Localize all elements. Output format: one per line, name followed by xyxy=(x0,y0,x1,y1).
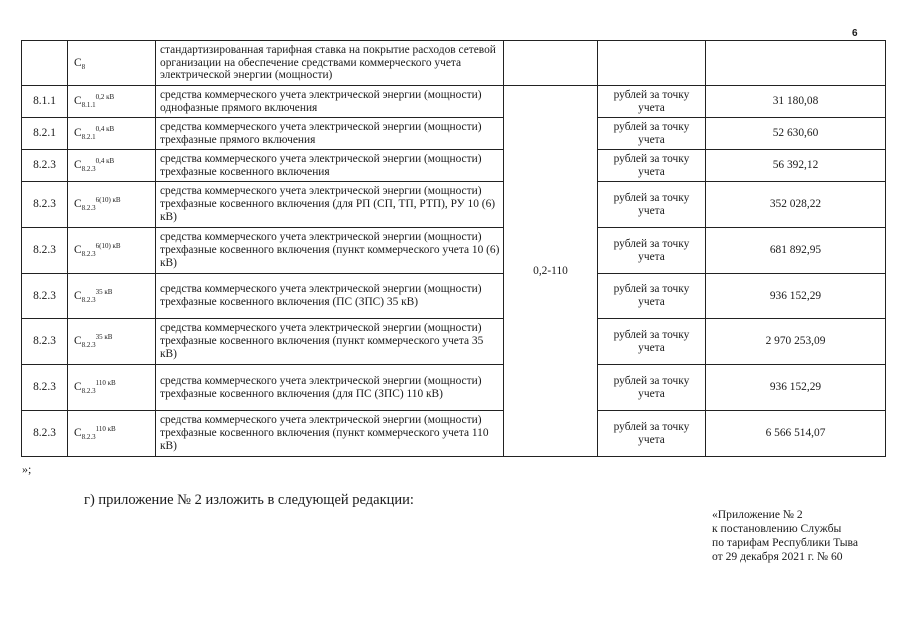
code-main: C xyxy=(74,289,82,302)
code-sup: 35 кВ xyxy=(95,333,113,342)
row-code-cell xyxy=(68,150,156,182)
tariff-table-body xyxy=(22,41,886,457)
table-row xyxy=(22,411,886,457)
table-row xyxy=(22,150,886,182)
row-unit-cell: рублей за точку учета xyxy=(598,86,706,118)
row-value-cell: 2 970 253,09 xyxy=(706,319,886,365)
header-code-cell xyxy=(68,41,156,86)
row-code-cell xyxy=(68,182,156,228)
table-row xyxy=(22,274,886,319)
code-sub: 8.2.1 xyxy=(81,133,96,142)
code-sup: 6(10) кВ xyxy=(95,196,121,205)
row-description-cell: средства коммерческого учета электрической энергии (мощности) трехфазные прямого включения xyxy=(156,118,504,150)
code-main: C xyxy=(74,95,82,108)
row-unit-cell: рублей за точку учета xyxy=(598,274,706,319)
row-value-cell: 56 392,12 xyxy=(706,150,886,182)
row-number-cell: 8.2.3 xyxy=(22,182,68,228)
row-number-cell: 8.2.3 xyxy=(22,319,68,365)
appendix-line-1: «Приложение № 2 xyxy=(712,508,803,521)
code-main: C xyxy=(74,335,82,348)
row-value-cell: 352 028,22 xyxy=(706,182,886,228)
table-header-row xyxy=(22,41,886,86)
row-code-cell xyxy=(68,118,156,150)
header-description-cell: стандартизированная тарифная ставка на покрытие расходов сетевой организации на обеспечение средствами коммерческого учета электрической энергии (мощности) xyxy=(156,41,504,86)
header-unit-cell xyxy=(598,41,706,86)
tariff-table xyxy=(21,40,886,457)
header-value-cell xyxy=(706,41,886,86)
code-sup: 35 кВ xyxy=(95,287,113,296)
row-value-cell: 681 892,95 xyxy=(706,228,886,274)
instruction-text: г) приложение № 2 изложить в следующей редакции: xyxy=(84,492,414,508)
code-sup: 0,4 кВ xyxy=(95,157,115,166)
code-sub: 8.2.3 xyxy=(81,341,96,350)
code-sub: 8.1.1 xyxy=(81,101,96,110)
table-row xyxy=(22,365,886,411)
row-unit-cell: рублей за точку учета xyxy=(598,411,706,457)
row-code-cell xyxy=(68,228,156,274)
code-sub: 8.2.3 xyxy=(81,204,96,213)
row-number-cell: 8.2.3 xyxy=(22,228,68,274)
row-code-cell xyxy=(68,411,156,457)
code-main: C xyxy=(74,381,82,394)
table-row xyxy=(22,118,886,150)
row-number-cell: 8.2.3 xyxy=(22,411,68,457)
row-unit-cell: рублей за точку учета xyxy=(598,319,706,365)
row-value-cell: 52 630,60 xyxy=(706,118,886,150)
row-code-cell xyxy=(68,365,156,411)
row-number-cell: 8.2.3 xyxy=(22,150,68,182)
code-main: C xyxy=(74,159,82,172)
header-voltage-cell xyxy=(504,41,598,86)
appendix-line-2: к постановлению Службы xyxy=(712,522,842,536)
row-description-cell: средства коммерческого учета электрической энергии (мощности) однофазные прямого включения xyxy=(156,86,504,118)
table-row xyxy=(22,86,886,118)
code-main: C xyxy=(74,198,82,211)
appendix-line-4: от 29 декабря 2021 г. № 60 xyxy=(712,550,843,564)
table-row xyxy=(22,319,886,365)
row-description-cell: средства коммерческого учета электрической энергии (мощности) трехфазные косвенного включения (ПС (ЗПС) 35 кВ) xyxy=(156,274,504,319)
row-number-cell: 8.2.3 xyxy=(22,365,68,411)
row-code-cell xyxy=(68,86,156,118)
voltage-cell: 0,2-110 xyxy=(504,86,598,457)
row-value-cell: 936 152,29 xyxy=(706,274,886,319)
page-number: 6 xyxy=(852,28,858,39)
end-quote: »; xyxy=(22,462,32,476)
row-description-cell: средства коммерческого учета электрической энергии (мощности) трехфазные косвенного включения (для ПС (ЗПС) 110 кВ) xyxy=(156,365,504,411)
appendix-line-3: по тарифам Республики Тыва xyxy=(712,536,858,550)
code-main: C xyxy=(74,244,82,257)
row-code-cell xyxy=(68,319,156,365)
row-unit-cell: рублей за точку учета xyxy=(598,150,706,182)
row-description-cell: средства коммерческого учета электрической энергии (мощности) трехфазные косвенного включения (пункт коммерческого учета 10 (6) кВ) xyxy=(156,228,504,274)
code-sub: 8.2.3 xyxy=(81,165,96,174)
code-sub: 8.2.3 xyxy=(81,250,96,259)
code-sub: 8.2.3 xyxy=(81,387,96,396)
row-code-cell xyxy=(68,274,156,319)
row-value-cell: 6 566 514,07 xyxy=(706,411,886,457)
table-row xyxy=(22,182,886,228)
row-unit-cell: рублей за точку учета xyxy=(598,365,706,411)
code-main: C xyxy=(74,427,82,440)
code-sub: 8 xyxy=(81,62,86,71)
code-sup: 6(10) кВ xyxy=(95,242,121,251)
appendix-header xyxy=(712,508,858,565)
code-main: C xyxy=(74,127,82,140)
row-number-cell: 8.1.1 xyxy=(22,86,68,118)
row-value-cell: 31 180,08 xyxy=(706,86,886,118)
code-sup: 0,2 кВ xyxy=(95,93,115,102)
code-sub: 8.2.3 xyxy=(81,433,96,442)
code-sup: 110 кВ xyxy=(95,379,116,388)
row-description-cell: средства коммерческого учета электрической энергии (мощности) трехфазные косвенного включения (пункт коммерческого учета 110 кВ) xyxy=(156,411,504,457)
row-number-cell: 8.2.3 xyxy=(22,274,68,319)
row-description-cell: средства коммерческого учета электрической энергии (мощности) трехфазные косвенного включения (для РП (СП, ТП, РТП), РУ 10 (6) кВ) xyxy=(156,182,504,228)
row-unit-cell: рублей за точку учета xyxy=(598,228,706,274)
code-sup: 0,4 кВ xyxy=(95,125,115,134)
row-unit-cell: рублей за точку учета xyxy=(598,182,706,228)
table-row xyxy=(22,228,886,274)
row-number-cell: 8.2.1 xyxy=(22,118,68,150)
code-main: C xyxy=(74,56,82,69)
code-sub: 8.2.3 xyxy=(81,295,96,304)
code-sup: 110 кВ xyxy=(95,425,116,434)
row-value-cell: 936 152,29 xyxy=(706,365,886,411)
row-description-cell: средства коммерческого учета электрической энергии (мощности) трехфазные косвенного включения xyxy=(156,150,504,182)
row-unit-cell: рублей за точку учета xyxy=(598,118,706,150)
row-description-cell: средства коммерческого учета электрической энергии (мощности) трехфазные косвенного включения (пункт коммерческого учета 35 кВ) xyxy=(156,319,504,365)
header-num-cell xyxy=(22,41,68,86)
